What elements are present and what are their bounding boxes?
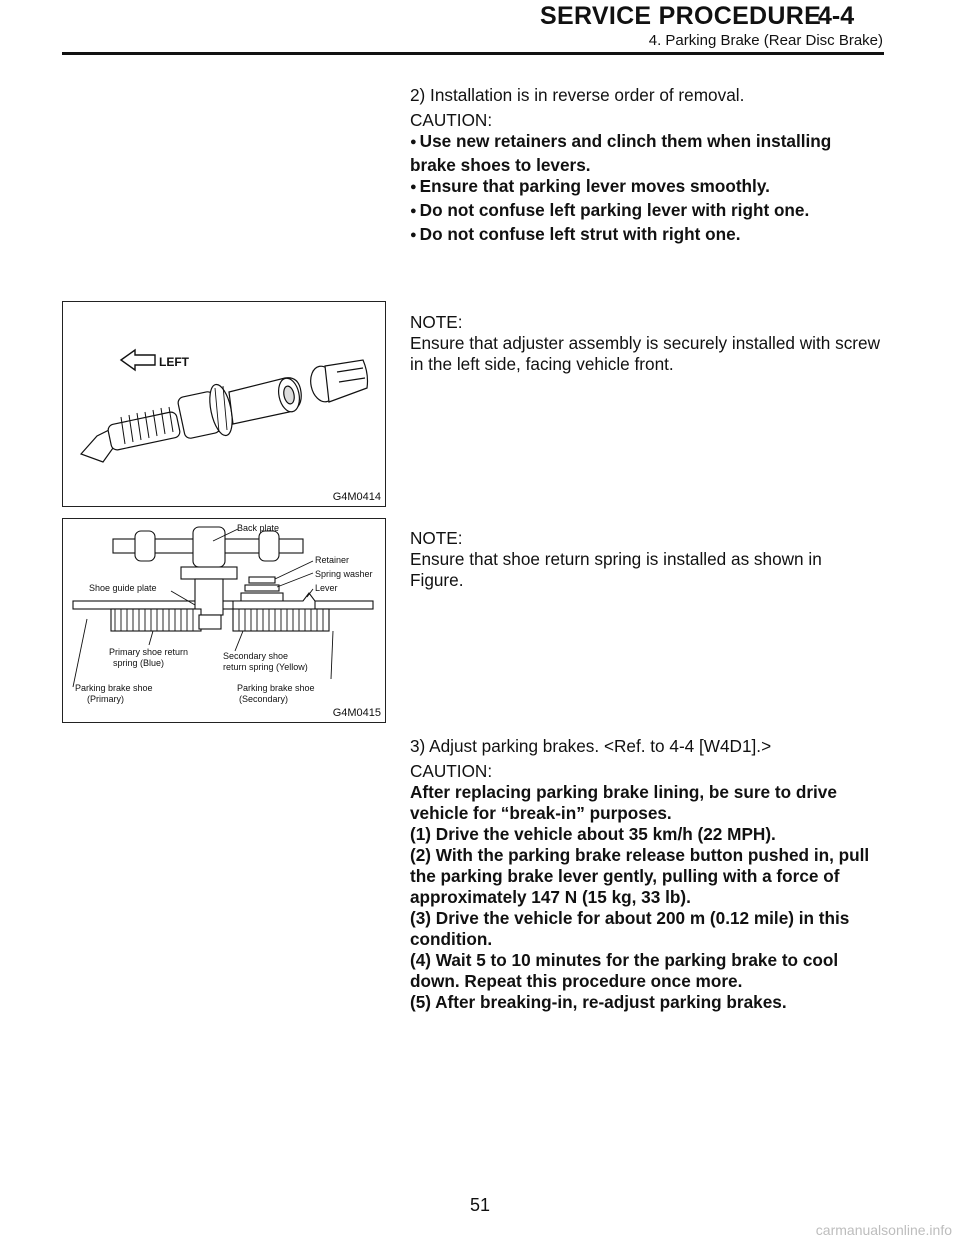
section-code: 4-4	[818, 2, 855, 30]
section-title: SERVICE PROCEDURE	[540, 2, 822, 30]
note-label: NOTE:	[410, 312, 463, 332]
note-text: Ensure that adjuster assembly is securely installed with screw in the left side, facing vehicle front.	[410, 333, 880, 374]
break-in-step: (1) Drive the vehicle about 35 km/h (22 MPH).	[410, 824, 776, 844]
break-in-step: (4) Wait 5 to 10 minutes for the parking brake to cool down. Repeat this procedure once more.	[410, 950, 839, 991]
note-text: Ensure that shoe return spring is installed as shown in Figure.	[410, 549, 822, 590]
return-spring-diagram	[63, 519, 385, 722]
break-in-step: (2) With the parking brake release button pushed in, pull the parking brake lever gently, pulling with a force of approximately 147 N (15 kg, 33 lb).	[410, 845, 870, 907]
label-back-plate: Back plate	[237, 523, 280, 533]
caution-bullet: ● Do not confuse left strut with right one.	[410, 224, 880, 248]
label-primary-shoe: (Primary)	[87, 694, 124, 704]
adjuster-diagram	[63, 302, 385, 506]
primary-spring	[111, 609, 201, 631]
label-shoe-guide-plate: Shoe guide plate	[89, 583, 157, 593]
note-2-block	[410, 528, 880, 591]
caution-bullet: ● Do not confuse left parking lever with right one.	[410, 200, 880, 224]
watermark: carmanualsonline.info	[815, 1222, 952, 1238]
label-secondary-spring: return spring (Yellow)	[223, 662, 308, 672]
section-subtitle: 4. Parking Brake (Rear Disc Brake)	[648, 32, 883, 49]
adjuster-screw	[81, 407, 181, 462]
left-arrow-label: LEFT	[159, 355, 189, 369]
label-secondary-shoe: (Secondary)	[239, 694, 289, 704]
header-rule	[62, 52, 884, 55]
caution-bullet: ● Ensure that parking lever moves smoothly.	[410, 176, 880, 200]
center-pin	[193, 527, 225, 567]
page-number: 51	[469, 1195, 491, 1215]
adjuster-sleeve	[229, 376, 302, 424]
label-retainer: Retainer	[315, 555, 350, 565]
label-lever: Lever	[315, 583, 338, 593]
label-spring-washer: Spring washer	[315, 569, 373, 579]
caution-label: CAUTION:	[410, 110, 493, 130]
caution-text: After replacing parking brake lining, be sure to drive vehicle for “break-in” purposes.	[410, 782, 837, 823]
break-in-step: (3) Drive the vehicle for about 200 m (0.12 mile) in this condition.	[410, 908, 850, 949]
left-arrow-icon	[121, 350, 190, 370]
label-secondary-shoe: Parking brake shoe	[237, 683, 315, 693]
figure-adjuster-assembly	[62, 301, 386, 507]
adjuster-wheel	[177, 382, 236, 439]
label-secondary-spring: Secondary shoe	[223, 651, 289, 661]
break-in-step: (5) After breaking-in, re-adjust parking brakes.	[410, 992, 787, 1012]
figure-code: G4M0415	[332, 707, 381, 719]
label-primary-shoe: Parking brake shoe	[75, 683, 153, 693]
figure-code: G4M0414	[332, 491, 381, 503]
label-primary-spring: Primary shoe return	[109, 647, 189, 657]
caution-label: CAUTION:	[410, 761, 493, 781]
note-label: NOTE:	[410, 528, 463, 548]
label-primary-spring: spring (Blue)	[113, 658, 165, 668]
step-3-block	[410, 736, 880, 1013]
step-2-block	[410, 85, 880, 248]
adjuster-end-piece	[308, 360, 368, 404]
step-2-text: 2) Installation is in reverse order of removal.	[410, 85, 745, 105]
figure-shoe-return-spring	[62, 518, 386, 723]
caution-bullet: ● Use new retainers and clinch them when installing brake shoes to levers.	[410, 131, 880, 176]
note-1-block	[410, 312, 880, 375]
step-3-text: 3) Adjust parking brakes. <Ref. to 4-4 [W4D1].>	[410, 736, 772, 756]
